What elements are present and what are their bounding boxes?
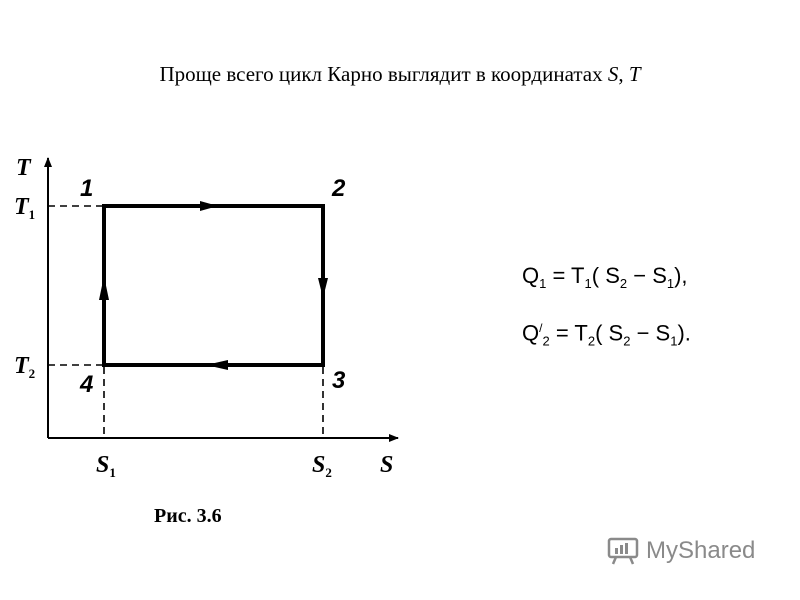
watermark (606, 536, 755, 566)
point-1-label: 1 (80, 175, 94, 202)
t2-label: $T_2$ (14, 353, 36, 381)
formula-q2: $Q^/_2 = T_2$( $S_2 - S_1$). (522, 320, 691, 349)
carnot-cycle-path (104, 206, 323, 365)
point-2-label: 2 (332, 175, 346, 202)
figure-caption: Рис. 3.6 (154, 505, 222, 527)
arrow-3-to-4 (206, 360, 228, 370)
axis-x-label: S (380, 452, 394, 478)
point-3-label: 3 (332, 367, 346, 394)
arrow-2-to-3 (318, 278, 328, 298)
title-separator: , (618, 62, 629, 86)
s1-label: $S_1$ (96, 452, 116, 480)
formulas-block (522, 254, 691, 363)
title-var-t: T (628, 62, 641, 86)
axis-y-label: T (16, 155, 31, 181)
title-var-s: S (607, 62, 619, 86)
point-4-label: 4 (80, 371, 94, 398)
title-text: Проще всего цикл Карно выглядит в координатах (159, 62, 608, 86)
arrow-1-to-2 (200, 201, 218, 211)
presentation-board-icon (606, 536, 642, 566)
t1-label: $T_1$ (14, 194, 36, 222)
s2-label: $S_2$ (312, 452, 332, 480)
watermark-text: MyShared (646, 537, 756, 564)
arrow-4-to-1 (99, 276, 109, 300)
formula-q1: $Q_1 = T_1$( $S_2 - S_1$), (522, 263, 688, 291)
